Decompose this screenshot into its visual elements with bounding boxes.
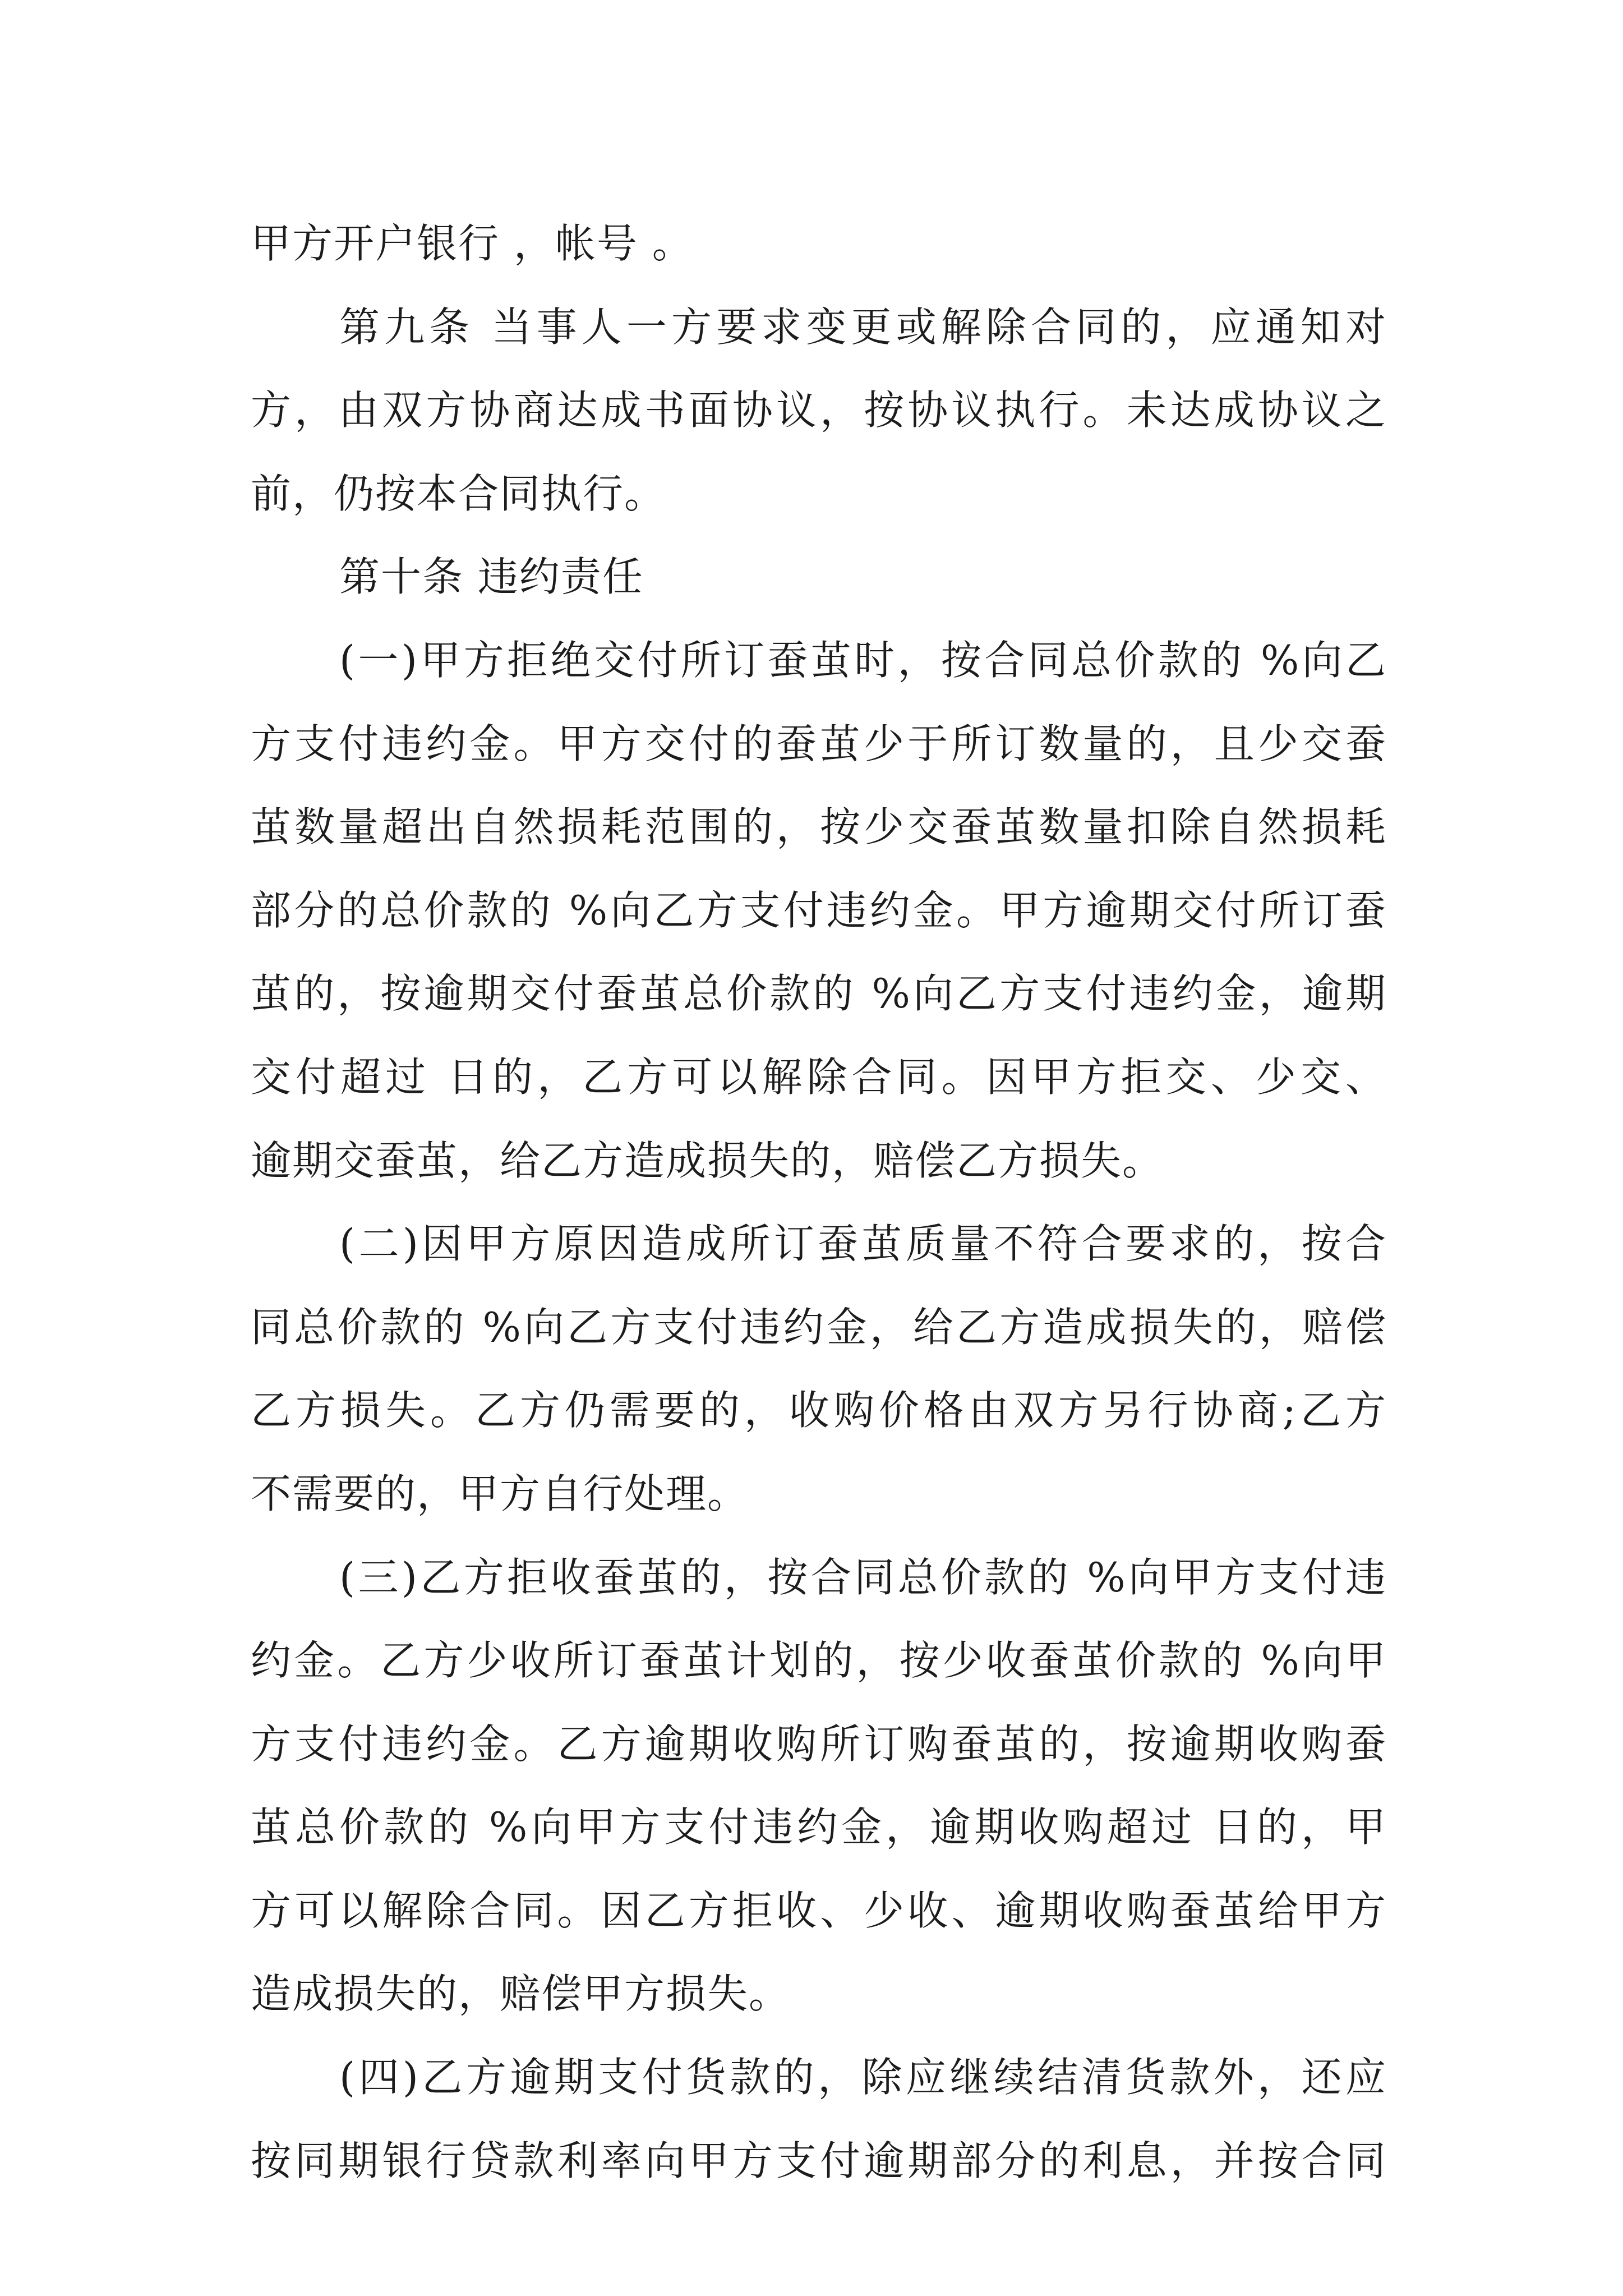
text-line: 造成损失的，赔偿甲方损失。: [251, 1970, 791, 2018]
paragraph-article-9: [251, 286, 1387, 536]
text-line: 甲方开户银行 ，帐号 。: [251, 220, 694, 267]
text-line: 茧的，按逾期交付蚕茧总价款的 %向乙方支付违约金，逾期: [251, 970, 1387, 1018]
paragraph-clause-3: [251, 1536, 1387, 2036]
text-line: 方可以解除合同。因乙方拒收、少收、逾期收购蚕茧给甲方: [251, 1887, 1387, 1934]
text-line: 前，仍按本合同执行。: [251, 470, 666, 517]
text-line: 第九条 当事人一方要求变更或解除合同的，应通知对: [339, 303, 1387, 351]
text-line: 茧总价款的 %向甲方支付违约金，逾期收购超过 日的，甲: [251, 1803, 1387, 1851]
paragraph-clause-2: [251, 1202, 1387, 1535]
text-line: 不需要的，甲方自行处理。: [251, 1470, 749, 1517]
document-body: [251, 202, 1387, 2202]
text-line: (四)乙方逾期支付货款的，除应继续结清货款外，还应: [339, 2054, 1387, 2101]
text-line: 方支付违约金。乙方逾期收购所订购蚕茧的，按逾期收购蚕: [251, 1720, 1387, 1768]
text-line: 交付超过 日的，乙方可以解除合同。因甲方拒交、少交、: [251, 1053, 1387, 1101]
text-line: (一)甲方拒绝交付所订蚕茧时，按合同总价款的 %向乙: [339, 636, 1387, 684]
text-line: 部分的总价款的 %向乙方支付违约金。甲方逾期交付所订蚕: [251, 886, 1387, 934]
paragraph-bank-account: [251, 202, 1387, 286]
paragraph-clause-4: [251, 2036, 1387, 2202]
text-line: 方支付违约金。甲方交付的蚕茧少于所订数量的，且少交蚕: [251, 720, 1387, 767]
section-heading: 第十条 违约责任: [339, 553, 644, 601]
text-line: 逾期交蚕茧，给乙方造成损失的，赔偿乙方损失。: [251, 1137, 1164, 1184]
text-line: 按同期银行贷款利率向甲方支付逾期部分的利息，并按合同: [251, 2137, 1387, 2184]
text-line: 约金。乙方少收所订蚕茧计划的，按少收蚕茧价款的 %向甲: [251, 1637, 1387, 1685]
text-line: 茧数量超出自然损耗范围的，按少交蚕茧数量扣除自然损耗: [251, 803, 1387, 851]
text-line: (三)乙方拒收蚕茧的，按合同总价款的 %向甲方支付违: [339, 1553, 1387, 1601]
text-line: 同总价款的 %向乙方支付违约金，给乙方造成损失的，赔偿: [251, 1303, 1387, 1351]
paragraph-article-10-heading: [251, 535, 1387, 619]
paragraph-clause-1: [251, 619, 1387, 1202]
text-line: 乙方损失。乙方仍需要的，收购价格由双方另行协商;乙方: [251, 1387, 1387, 1434]
text-line: (二)因甲方原因造成所订蚕茧质量不符合要求的，按合: [339, 1220, 1387, 1268]
text-line: 方，由双方协商达成书面协议，按协议执行。未达成协议之: [251, 386, 1387, 434]
